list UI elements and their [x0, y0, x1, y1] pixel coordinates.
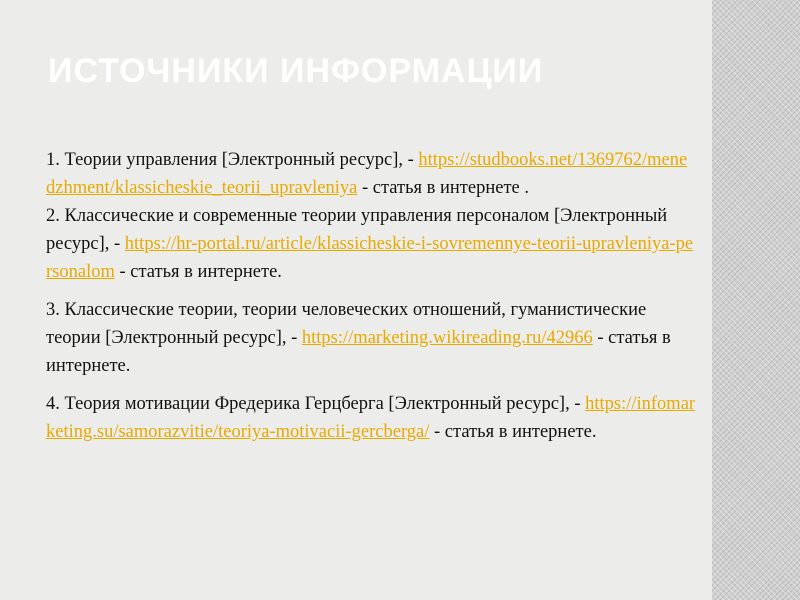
- reference-suffix: - статья в интернете.: [119, 262, 282, 282]
- reference-item-3: [46, 296, 696, 380]
- reference-suffix: - статья в интернете.: [434, 422, 597, 442]
- reference-text: 4. Теория мотивации Фредерика Герцберга [Электронный ресурс], -: [46, 394, 581, 414]
- slide-title: ИСТОЧНИКИ ИНФОРМАЦИИ: [48, 52, 544, 90]
- reference-text: 1. Теории управления [Электронный ресурс], -: [46, 150, 414, 170]
- reference-item-2: [46, 202, 696, 286]
- reference-suffix: - статья в интернете.: [46, 328, 671, 376]
- reference-link[interactable]: https://studbooks.net/1369762/menedzhment/klassicheskie_teorii_upravleniya: [46, 150, 688, 198]
- reference-text: 3. Классические теории, теории человеческих отношений, гуманистические теории [Электронный ресурс], -: [46, 300, 647, 348]
- decorative-sidebar: [712, 0, 800, 600]
- reference-link[interactable]: https://hr-portal.ru/article/klassicheskie-i-sovremennye-teorii-upravleniya-personalom: [46, 234, 694, 282]
- reference-text: 2. Классические и современные теории управления персоналом [Электронный ресурс], -: [46, 206, 668, 254]
- references-list: [46, 146, 696, 446]
- reference-suffix: - статья в интернете .: [361, 178, 530, 198]
- reference-item-1: [46, 146, 696, 202]
- reference-link[interactable]: https://marketing.wikireading.ru/42966: [301, 328, 593, 348]
- reference-link[interactable]: https://infomarketing.su/samorazvitie/teoriya-motivacii-gercberga/: [46, 394, 696, 442]
- reference-item-4: [46, 390, 696, 446]
